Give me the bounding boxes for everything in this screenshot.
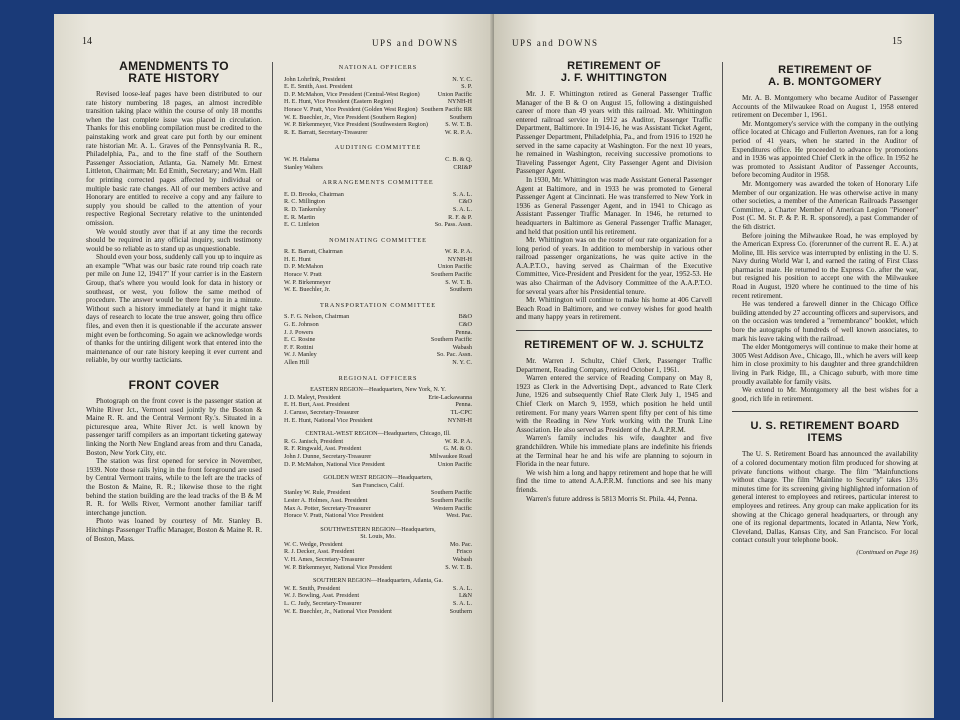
officer-entry xyxy=(284,191,472,199)
officer-railroad: L&N xyxy=(458,592,472,600)
magazine-spread xyxy=(54,14,934,718)
officer-name: H. E. Hunt xyxy=(284,255,311,263)
officer-railroad: S. A. L. xyxy=(452,190,472,198)
schultz-paragraph: We wish him a long and happy retirement and hope that he will find the time to attend A.A.P.R.M. functions and see his many friends. xyxy=(516,468,712,494)
officer-railroad: G. M. & O. xyxy=(443,445,472,453)
right-page-number: 15 xyxy=(892,36,902,47)
officer-entry xyxy=(284,121,472,129)
officer-railroad: Southern Pacific xyxy=(430,336,472,344)
schultz-paragraph: Warren's future address is 5813 Morris St. Phila. 44, Penna. xyxy=(526,494,698,503)
right-page-left-column xyxy=(516,60,712,503)
whittington-title-line1: RETIREMENT OF xyxy=(567,60,661,72)
officer-name: E. E. Smith, Asst. President xyxy=(284,83,353,91)
officer-name: E. C. Rosine xyxy=(284,336,316,344)
officer-name: R. E. Barratt, Secretary-Treasurer xyxy=(284,128,368,136)
officer-name: W. E. Buechler, Jr. xyxy=(284,286,331,294)
amendments-title-line1: AMENDMENTS TO xyxy=(119,59,229,73)
officer-railroad: NYNH-H xyxy=(447,416,472,424)
officer-entry xyxy=(284,248,472,256)
montgomery-paragraph: Mr. Montgomery's service with the company in the outlying office located at Chicago and Fullerton Avenues, ran for a long period of 41 years, when he started in the Auditor of Expenditures office. He proceeded to advance by promotions and in 1936 was appointed Chief Clerk in the office. In 1952 he was promoted to Assistant Auditor of Passenger Accounts, before becoming Auditor in 1958. xyxy=(732,119,918,180)
officers-column xyxy=(284,64,472,615)
officer-railroad: W. R. P. A. xyxy=(444,128,472,136)
officer-entry xyxy=(284,114,472,122)
officer-railroad: W. R. P. A. xyxy=(444,248,472,256)
officer-entry xyxy=(284,156,472,164)
officer-name: W. E. Buechler, Jr., Vice President (Southern Region) xyxy=(284,113,417,121)
officer-name: Horace V. Pratt xyxy=(284,271,322,279)
left-column xyxy=(86,60,262,543)
officer-railroad: S. W. T. B. xyxy=(445,278,472,286)
front-cover-heading: FRONT COVER xyxy=(128,378,220,392)
section-rule xyxy=(732,411,918,412)
officer-name: F. F. Rottini xyxy=(284,343,314,351)
officer-entry xyxy=(284,497,472,505)
front-cover-paragraph: The station was first opened for service in November, 1939. Note those rails lying in the front foreground are used by Central Vermont trains, while to the left are the tracks of the Boston & Maine, R. R.; likewise those to the right behind the station building are the lead tracks of the B & M R. R. for Wells River, Vermont another familiar tariff interchange junction. xyxy=(86,457,262,517)
officer-entry xyxy=(284,505,472,513)
officer-name: E. R. Martin xyxy=(284,213,315,221)
whittington-paragraph: Mr. Whittington will continue to make his home at 406 Carvell Beach Road in Baltimore, and we convey wishes for good health and many happy years in retirement. xyxy=(516,296,712,322)
officer-entry xyxy=(284,585,472,593)
officer-railroad: S. W. T. B. xyxy=(445,121,472,129)
retirement-board-paragraph: The U. S. Retirement Board has announced the availability of a colored documentary motion film produced for showing at private functions without charge. The film "Mainfunctions without charge. The film "Mainline to Security" takes 13½ minutes time for its screening giving highlighted information of general interest to employees and retirees, particular interest to employees and retirees. Any group can make application for its showing at the Chicago general headquarters, or through any one of its regional departments, located in Atlanta, New York, Cleveland, Dallas, Kansas City, and San Francisco. For local contact consult your telephone book. xyxy=(732,450,918,545)
officer-name: R. D. Tankersley xyxy=(284,205,326,213)
officer-entry xyxy=(284,83,472,91)
goldenwest-region-list xyxy=(284,489,472,519)
officer-name: J. Caruso, Secretary-Treasurer xyxy=(284,408,360,416)
officer-name: W. P. Birkenmeyer xyxy=(284,278,331,286)
amendments-paragraph: Revised loose-leaf pages have been distributed to our rate history numbering 18 pages, an almost incredible transition taking place within the course of only 18 months when the last complete issue was placed in circulation. Thanks for this enobling compilation must be credited to the painstaking work and great care put forth by our eminent rate historian Mr. A. L. Graves of the Pennsylvania R. R., Philadelphia, Pa., and to the fine staff of the Southern Passenger Association, Atlanta, Ga. Namely Mr. Ernest Littleton, Chairman; Mr. Ed Emith, Secretary; and Wm. Hall for printing corrected pages affected by individual or multiple basic rate changes. All of our members active and Honorary are entitled to receive a copy and any failure to supply you should be called to the attention of your respective Regional Secretary relative to the unintended omission. xyxy=(86,90,262,227)
officer-railroad: S. W. T. B. xyxy=(445,563,472,571)
southwestern-region-heading: SOUTHWESTERN REGION—Headquarters, xyxy=(320,525,436,533)
officer-railroad: West. Pac. xyxy=(446,512,472,520)
whittington-title-line2: J. F. WHITTINGTON xyxy=(560,72,668,84)
officer-name: J. D. Maleyt, President xyxy=(284,393,341,401)
officer-railroad: S. A. L. xyxy=(452,205,472,213)
officer-name: R. E. Barratt, Chairman xyxy=(284,248,343,256)
officer-name: W. J. Manley xyxy=(284,351,317,359)
officer-name: Allen Hill xyxy=(284,359,309,366)
officer-name: R. F. Ringwald, Asst. President xyxy=(284,445,362,453)
auditing-committee-heading: AUDITING COMMITTEE xyxy=(334,144,422,152)
officer-name: S. F. G. Nelson, Chairman xyxy=(284,313,350,321)
officer-railroad: Penna. xyxy=(455,401,472,409)
officer-name: Horace V. Pratt, Vice President (Golden West Region) xyxy=(284,105,418,113)
officer-name: W. E. Smith, President xyxy=(284,584,341,592)
officer-railroad: Wabash xyxy=(452,343,472,351)
montgomery-paragraph: Before joining the Milwaukee Road, he was employed by the American Express Co. (forerunner of the current R. E. A.) at Moline, Ill. His service was interrupted by enlisting in the U. S. Navy during World War I, and earned the rating of First Class pharmacist mate. He returned to the Express Co. after the war, but resigned his position to accept one with the Milwaukee Road in August, 1920 where he continued to the time of his recent retirement. xyxy=(732,231,918,300)
schultz-heading: RETIREMENT OF W. J. SCHULTZ xyxy=(524,339,704,352)
officer-railroad: Southern Pacific xyxy=(430,271,472,279)
officer-railroad: Southern xyxy=(449,286,472,294)
montgomery-paragraph: He was tendered a farewell dinner in the Chicago Office building attended by 27 accounting officers and supervisors, and on the occasion was tendered a "remembrance" booklet, which bore the autographs of hundreds of well known associates, to mark his leave taking with the railroad. xyxy=(732,300,918,343)
schultz-paragraph: Warren entered the service of Reading Company on May 8, 1923 as Clerk in the Advertising Dept., advanced to Rate Clerk June, 1926 and subsequently Chief Rate Clerk July 1, 1945 and Chief Clerk on March 9, 1959, which position he held until retirement. For many years Warren spent fifty per cent of his time with the Reading in New York working with the Trunk Line Association. He also served as President of the A.A.P.R.M. xyxy=(516,374,712,434)
officer-railroad: Southern Pacific RR xyxy=(421,105,472,113)
officer-entry xyxy=(284,98,472,106)
whittington-heading xyxy=(516,60,712,84)
officer-railroad: Western Pacific xyxy=(433,504,472,512)
officer-name: G. E. Johnson xyxy=(284,321,319,329)
right-page xyxy=(494,14,934,718)
officer-name: W. C. Wedge, President xyxy=(284,540,343,548)
officer-entry xyxy=(284,489,472,497)
officer-entry xyxy=(284,206,472,214)
arrangements-committee-heading: ARRANGEMENTS COMMITTEE xyxy=(322,179,434,187)
eastern-region-heading: EASTERN REGION—Headquarters, New York, N. Y. xyxy=(310,386,446,394)
auditing-committee-list xyxy=(284,156,472,171)
officer-name: Stanley Walters xyxy=(284,163,323,171)
officer-railroad: NYNH-H xyxy=(447,98,472,106)
officer-railroad: Union Pacific xyxy=(437,460,472,468)
goldenwest-region-city: San Francisco, Calif. xyxy=(352,481,404,489)
officer-entry xyxy=(284,556,472,564)
officer-entry xyxy=(284,76,472,84)
officer-entry xyxy=(284,263,472,271)
officer-name: W. H. Halama xyxy=(284,155,320,163)
national-officers-list xyxy=(284,76,472,137)
montgomery-paragraph: The elder Montgomerys will continue to make their home at 3005 West Addison Ave., Chicago, Ill., which he avers will keep him in close proximity to his daughter and three grandchildren living in Park Ridge, Ill., a Chicago suburb, with more time proudly available for family visits. xyxy=(732,343,918,386)
officer-railroad: N. Y. C. xyxy=(452,75,472,83)
officer-name: D. P. McMahon, Vice President (Central-West Region) xyxy=(284,90,420,98)
officer-railroad: Union Pacific xyxy=(437,263,472,271)
officer-railroad: Southern Pacific xyxy=(430,496,472,504)
officer-railroad: B&O xyxy=(458,313,472,321)
southwestern-region-city: St. Louis, Mo. xyxy=(360,533,396,541)
officer-railroad: C&O xyxy=(458,198,472,206)
goldenwest-region-heading: GOLDEN WEST REGION—Headquarters, xyxy=(323,474,433,482)
officer-name: John J. Dunne, Secretary-Treasurer xyxy=(284,452,372,460)
officer-entry xyxy=(284,351,472,359)
officer-entry xyxy=(284,512,472,520)
schultz-paragraph: Warren's family includes his wife, daughter and five grandchildren. While his immediate plans are indefinite his friends at the Terminal hear he and his wife are planning to sojourn in Florida in the near future. xyxy=(516,434,712,469)
officer-railroad: Southern xyxy=(449,113,472,121)
officer-name: Lester A. Holmes, Asst. President xyxy=(284,496,368,504)
officer-name: R. J. Decker, Asst. President xyxy=(284,548,355,556)
centralwest-region-heading: CENTRAL-WEST REGION—Headquarters, Chicago, Ill. xyxy=(305,430,451,438)
amendments-paragraph: We would stoutly aver that if at any time the records should be required in any official inquiry, such testimony would be so reliable as to stand up as unquestionable. xyxy=(86,227,262,253)
officer-railroad: Wabash xyxy=(452,556,472,564)
officer-entry xyxy=(284,445,472,453)
transportation-committee-heading: TRANSPORTATION COMMITTEE xyxy=(319,301,437,309)
officer-entry xyxy=(284,256,472,264)
officer-entry xyxy=(284,129,472,137)
column-divider xyxy=(272,62,273,702)
officer-entry xyxy=(284,271,472,279)
officer-entry xyxy=(284,329,472,337)
front-cover-paragraph: Photograph on the front cover is the passenger station at White River Jct., Vermont used jointly by the Boston & Maine R. R. and the Central Vermont Ry.'s. Situated in a picturesque area, White River Jct. is well known by passenger tariff compilers as an important ticketing gateway linking the North New England areas from and thru Canada, Boston, New York City, etc. xyxy=(86,397,262,457)
officer-entry xyxy=(284,106,472,114)
montgomery-heading xyxy=(732,64,918,88)
column-divider xyxy=(722,62,723,702)
officer-railroad: Milwaukee Road xyxy=(429,452,472,460)
amendments-title-line2: RATE HISTORY xyxy=(128,71,220,85)
officer-entry xyxy=(284,409,472,417)
officer-entry xyxy=(284,221,472,229)
officer-entry xyxy=(284,564,472,572)
officer-name: R. C. Millington xyxy=(284,198,325,206)
officer-entry xyxy=(284,608,472,616)
officer-name: H. E. Hunt, Vice President (Eastern Region) xyxy=(284,98,394,106)
amendments-heading xyxy=(86,60,262,84)
officer-railroad: Southern xyxy=(449,607,472,615)
officer-entry xyxy=(284,401,472,409)
running-head-right: UPS and DOWNS xyxy=(512,38,599,48)
officer-name: R. G. Janisch, President xyxy=(284,437,344,445)
officer-name: Stanley W. Rule, President xyxy=(284,489,351,497)
montgomery-paragraph: We extend to Mr. Montgomery all the best wishes for a good, rich life in retirement. xyxy=(732,386,918,403)
officer-railroad: CRI&P xyxy=(453,163,472,171)
officer-railroad: Frisco xyxy=(456,548,472,556)
amendments-paragraph: Should even your boss, suddenly call you up to inquire as an example "What was our basic rate round trip coach rate per mile on June 12, 1941?" If your carrier is in the Eastern Group, that's where you would look for data in history or southeast, or west, you follow the same method of procedure. The answer would be there for you in a minute. Without such a history immediately at hand it might take days of research to locate the true answer, going thru office files, and even then it is questionable if the accurate answer might even be forthcoming. So again we acknowledge words of thanks for the untiring diligent work that entered into the maintenance of our rate history keeping it ever current and reliable, by our worthy tacticians. xyxy=(86,253,262,365)
section-rule xyxy=(516,330,712,331)
officer-entry xyxy=(284,198,472,206)
officer-name: E. D. Brooks, Chairman xyxy=(284,190,344,198)
officer-railroad: S. P. xyxy=(461,83,472,91)
running-head-left: UPS and DOWNS xyxy=(372,38,459,48)
officer-railroad: N. Y. C. xyxy=(452,359,472,366)
officer-name: Max A. Potter, Secretary-Treasurer xyxy=(284,504,371,512)
right-page-right-column xyxy=(732,64,918,558)
officer-entry xyxy=(284,313,472,321)
officer-name: E. H. Burt, Asst. President xyxy=(284,401,350,409)
centralwest-region-list xyxy=(284,438,472,468)
officer-name: W. P. Birkenmeyer, Vice President (Southwestern Region) xyxy=(284,121,428,129)
officer-name: W. J. Bowling, Asst. President xyxy=(284,592,360,600)
officer-entry xyxy=(284,279,472,287)
officer-railroad: Union Pacific xyxy=(437,90,472,98)
officer-entry xyxy=(284,548,472,556)
officer-railroad: S. A. L. xyxy=(452,600,472,608)
southern-region-list xyxy=(284,585,472,615)
nominating-committee-list xyxy=(284,248,472,294)
officer-name: D. P. McMahon, National Vice President xyxy=(284,460,385,468)
schultz-paragraph: Mr. Warren J. Schultz, Chief Clerk, Passenger Traffic Department, Reading Company, retired October 1, 1961. xyxy=(516,357,712,374)
regional-officers-heading: REGIONAL OFFICERS xyxy=(338,374,418,382)
officer-entry xyxy=(284,286,472,294)
officer-entry xyxy=(284,461,472,469)
officer-entry xyxy=(284,600,472,608)
whittington-paragraph: Mr. J. F. Whittington retired as General Passenger Traffic Manager of the B & O on August 15, following a distinguished career of more than 49 years with this railroad. Mr. Whittington entered railroad service in 1912 as Auditor, Passenger Traffic Department, Baltimore. In 1914-16, he was Assistant Ticket Agent, Passenger Department, Philadelphia, Pa., and from 1916 to 1920 he served in the same capacity at Washington. For the next 10 years, he remained in Washington, receiving successive promotions to Traveling Passenger Agent, City Passenger Agent and Division Passenger Agent. xyxy=(516,90,712,176)
transportation-committee-list xyxy=(284,313,472,366)
officer-entry xyxy=(284,453,472,461)
montgomery-paragraph: Mr. A. B. Montgomery who became Auditor of Passenger Accounts of the Milwaukee Road on August 1, 1958 entered retirement on December 1, 1961. xyxy=(732,94,918,120)
officer-railroad: Erie-Lackawanna xyxy=(428,393,472,401)
officer-entry xyxy=(284,164,472,172)
officer-railroad: R. F. & P. xyxy=(448,213,472,221)
left-page xyxy=(54,14,494,718)
national-officers-heading: NATIONAL OFFICERS xyxy=(338,64,418,71)
officer-name: J. J. Powers xyxy=(284,328,314,336)
officer-railroad: C. B. & Q. xyxy=(445,155,472,163)
southwestern-region-list xyxy=(284,541,472,571)
montgomery-title-line1: RETIREMENT OF xyxy=(778,64,872,76)
officer-railroad: W. R. P. A. xyxy=(444,437,472,445)
officer-name: L. C. Judy, Secretary-Treasurer xyxy=(284,600,362,608)
montgomery-paragraph: Mr. Montgomery was awarded the token of Honorary Life Member of our organization. He was otherwise active in many other societies, a member of the American Railroads Passenger Committee, a Charter Member of American Legion "Pioneer" Post (C. M. St. P. & P. R. R. sponsored), a past Commander of the 6th district. xyxy=(732,179,918,231)
officer-entry xyxy=(284,592,472,600)
officer-railroad: TL-CPC xyxy=(450,408,472,416)
continued-note: (Continued on Page 16) xyxy=(856,548,918,556)
left-page-number: 14 xyxy=(82,36,92,47)
officer-name: W. E. Buechler, Jr., National Vice President xyxy=(284,607,392,615)
officer-entry xyxy=(284,541,472,549)
officer-railroad: Southern Pacific xyxy=(430,489,472,497)
officer-name: D. P. McMahon xyxy=(284,263,324,271)
officer-railroad: S. A. L. xyxy=(452,584,472,592)
officer-entry xyxy=(284,321,472,329)
officer-entry xyxy=(284,438,472,446)
officer-name: H. E. Hunt, National Vice President xyxy=(284,416,373,424)
retirement-board-heading: U. S. RETIREMENT BOARD ITEMS xyxy=(750,420,900,445)
officer-railroad: Penna. xyxy=(455,328,472,336)
officer-railroad: NYNH-H xyxy=(447,255,472,263)
officer-name: V. H. Ames, Secretary-Treasurer xyxy=(284,556,365,564)
officer-name: Horace V. Pratt, National Vice President xyxy=(284,512,384,520)
officer-entry xyxy=(284,394,472,402)
arrangements-committee-list xyxy=(284,191,472,229)
officer-entry xyxy=(284,359,472,367)
nominating-committee-heading: NOMINATING COMMITTEE xyxy=(329,236,427,244)
montgomery-title-line2: A. B. MONTGOMERY xyxy=(768,76,882,88)
officer-railroad: Mo. Pac. xyxy=(449,540,472,548)
officer-name: E. C. Littleton xyxy=(284,221,320,229)
eastern-region-list xyxy=(284,394,472,424)
officer-entry xyxy=(284,417,472,425)
whittington-paragraph: In 1930, Mr. Whittington was made Assistant General Passenger Agent at Baltimore, and in 1933 he was promoted to General Passenger Agent at Cincinnati. He was transferred to New York in 1936 as General Passenger Agent, and in 1941 to Chicago as Assistant Passenger Traffic Manager. In 1946, he returned to headquarters in Baltimore as General Passenger Traffic Manager, and held that position until his retirement. xyxy=(516,175,712,236)
officer-entry xyxy=(284,344,472,352)
officer-entry xyxy=(284,91,472,99)
southern-region-heading: SOUTHERN REGION—Headquarters, Atlanta, Ga. xyxy=(313,577,443,585)
officer-name: John Lohrfink, President xyxy=(284,75,346,83)
front-cover-paragraph: Photo was loaned by courtesy of Mr. Stanley B. Hitchings Passenger Traffic Manager, Boston & Maine R. R. of Boston, Mass. xyxy=(86,517,262,543)
officer-name: W. P. Birkenmeyer, National Vice President xyxy=(284,563,392,571)
officer-railroad: So. Pac. Assn. xyxy=(436,351,472,359)
whittington-paragraph: Mr. Whittington was on the roster of our rate organization for a long period of years. In addition to membership in various other railroad passenger organizations, he was quite active in the A.A.P.T.O., having served as Chairman of the Executive Committee, Vice-President and President for the year, 1952-53. He was also Chairman of the Advisory Committee of the A.A.P.T.O. for several years after his Presidential tenure. xyxy=(516,236,712,296)
officer-railroad: So. Pass. Assn. xyxy=(434,221,472,229)
officer-entry xyxy=(284,214,472,222)
officer-railroad: C&O xyxy=(458,321,472,329)
officer-entry xyxy=(284,336,472,344)
